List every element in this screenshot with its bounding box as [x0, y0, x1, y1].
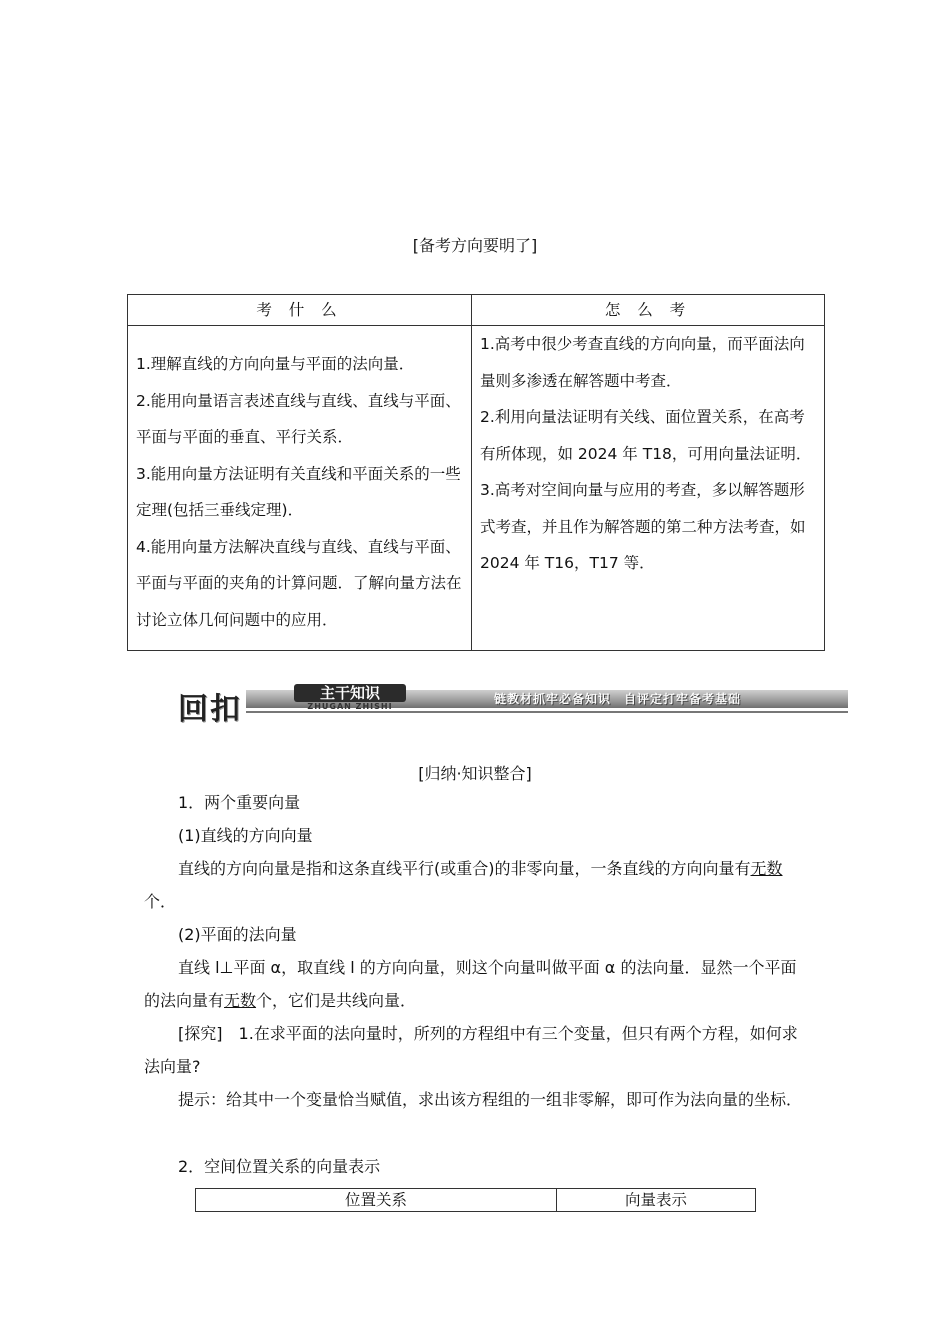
what-item: 4.能用向量方法解决直线与直线、直线与平面、平面与平面的夹角的计算问题．了解向量方法在讨论立体几何问题中的应用． — [136, 537, 462, 629]
text: 个，它们是共线向量． — [256, 991, 417, 1010]
knowledge-title: [归纳·知识整合] — [418, 764, 532, 783]
what-item: 2.能用向量语言表述直线与直线、直线与平面、平面与平面的垂直、平行关系． — [136, 391, 461, 446]
header-position: 位置关系 — [196, 1189, 557, 1212]
what-item: 3.能用向量方法证明有关直线和平面关系的一些定理(包括三垂线定理)． — [136, 464, 461, 519]
section-banner — [176, 684, 848, 727]
how-item: 1.高考中很少考查直线的方向向量，而平面法向量则多渗透在解答题中考查． — [480, 335, 805, 390]
exam-plan-table — [127, 294, 825, 651]
how-item: 2.利用向量法证明有关线、面位置关系，在高考有所体现，如 2024 年 T18，可用向量法证明． — [480, 408, 812, 463]
header-how: 怎 么 考 — [472, 295, 825, 326]
what-item: 1.理解直线的方向向量与平面的法向量． — [136, 355, 415, 373]
paragraph-direction-vector — [144, 852, 810, 918]
header-what: 考 什 么 — [128, 295, 472, 326]
how-cell — [472, 326, 825, 651]
paragraph-normal-vector — [144, 951, 810, 1017]
header-vector: 向量表示 — [557, 1189, 756, 1212]
banner-divider — [246, 711, 848, 713]
text: 个． — [144, 892, 177, 911]
banner-slogan: 链教材抓牢必备知识 自评定打牢备考基础 — [494, 692, 742, 706]
banner-pill: 主干知识 — [294, 684, 406, 702]
what-cell — [128, 326, 472, 651]
blank-answer: 无数 — [750, 859, 783, 878]
section-title: [备考方向要明了] — [412, 236, 538, 255]
banner-pinyin: ZHUGAN ZHISHI — [307, 702, 393, 711]
heading-direction-vector: (1)直线的方向向量 — [178, 826, 313, 845]
banner-big-text: 回扣 — [178, 692, 242, 727]
text: 直线的方向向量是指和这条直线平行(或重合)的非零向量，一条直线的方向向量有 — [178, 859, 751, 878]
position-relations-table — [195, 1188, 756, 1212]
heading-normal-vector: (2)平面的法向量 — [178, 925, 297, 944]
blank-answer: 无数 — [224, 991, 257, 1010]
heading-spatial-relations: 2．空间位置关系的向量表示 — [178, 1157, 381, 1176]
explore-question — [144, 1017, 810, 1083]
hint-paragraph: 提示：给其中一个变量恰当赋值，求出该方程组的一组非零解，即可作为法向量的坐标． — [178, 1090, 803, 1109]
explore-label: [探究] — [178, 1024, 223, 1043]
text: 直线 l⊥平面 α，取直线 l 的方向向量，则这个向量叫做平面 α 的法向量．显然一个平面的法向量有 — [144, 958, 797, 1010]
how-item: 3.高考对空间向量与应用的考查，多以解答题形式考查，并且作为解答题的第二种方法考查，如 2024 年 T16，T17 等． — [480, 481, 806, 572]
explore-text: 1.在求平面的法向量时，所列的方程组中有三个变量，但只有两个方程，如何求法向量? — [144, 1024, 798, 1076]
heading-two-vectors: 1．两个重要向量 — [178, 793, 301, 812]
